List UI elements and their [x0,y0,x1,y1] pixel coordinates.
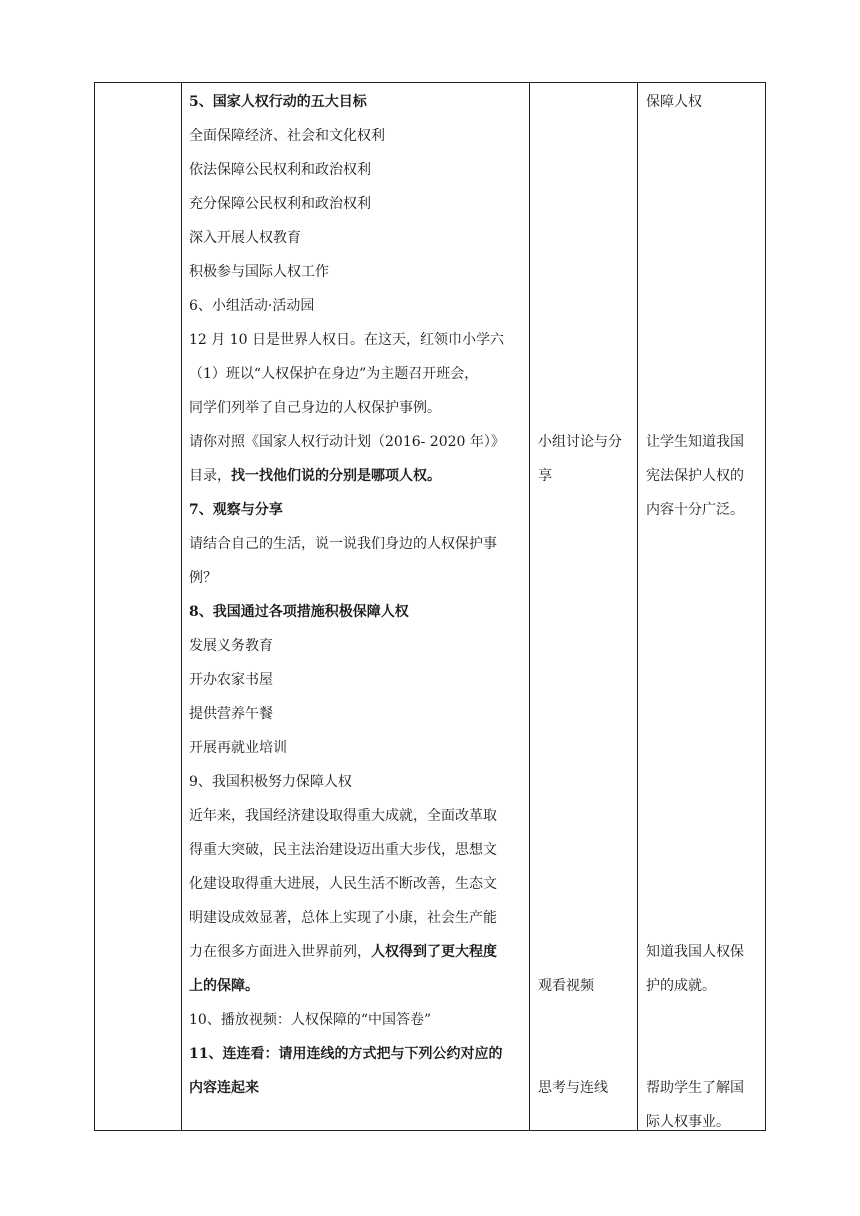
content-text: 充分保障公民权利和政治权利 [189,196,371,212]
content-text: 明建设成效显著，总体上实现了小康，社会生产能 [189,910,497,926]
content-text: 10、播放视频：人权保障的“中国答卷” [189,1012,432,1028]
content-line [189,391,529,425]
purpose-note-line: 知道我国人权保 [646,944,744,960]
content-line [189,493,529,527]
activity-note [538,969,594,1003]
content-line [189,969,529,1003]
content-text: 5、国家人权行动的五大目标 [189,94,367,110]
purpose-note [646,935,744,1003]
activity-note-line: 享 [538,468,552,484]
content-line [189,459,529,493]
content-line [189,425,529,459]
purpose-note [646,425,744,527]
content-line [189,697,529,731]
content-text: 发展义务教育 [189,638,273,654]
content-text: （1）班以“人权保护在身边”为主题召开班会， [189,366,479,382]
content-text: 全面保障经济、社会和文化权利 [189,128,385,144]
content-line [189,119,529,153]
content-text: 得重大突破，民主法治建设迈出重大步伐，思想文 [189,842,497,858]
content-line [189,935,529,969]
content-text: 上的保障。 [189,978,259,994]
purpose-note [646,1071,744,1139]
content-line [189,357,529,391]
purpose-note-line: 让学生知道我国 [646,434,744,450]
purpose-note-line: 宪法保护人权的 [646,468,744,484]
content-line [189,289,529,323]
content-text: 依法保障公民权利和政治权利 [189,162,371,178]
content-line [189,1037,529,1071]
content-line [189,85,529,119]
content-text: 请你对照《国家人权行动计划（2016- 2020 年）》 [189,434,505,450]
content-line [189,833,529,867]
content-line [189,799,529,833]
content-line [189,561,529,595]
column-divider [529,83,530,1130]
content-line [189,1071,529,1105]
content-line [189,629,529,663]
teaching-content-column [189,85,529,1105]
lesson-table [94,82,766,1131]
content-text: 化建设取得重大进展，人民生活不断改善，生态文 [189,876,497,892]
content-text: 9、我国积极努力保障人权 [189,774,352,790]
content-text: 8、我国通过各项措施积极保障人权 [189,604,409,620]
content-text: 请结合自己的生活，说一说我们身边的人权保护事 [189,536,497,552]
column-divider [637,83,638,1130]
content-text: 开展再就业培训 [189,740,287,756]
content-line [189,867,529,901]
content-line [189,595,529,629]
content-line [189,153,529,187]
content-line [189,527,529,561]
content-text: 目录， [189,468,231,484]
content-line [189,765,529,799]
activity-note [538,425,622,493]
activity-note-line: 观看视频 [538,978,594,994]
content-text: 7、观察与分享 [189,502,283,518]
purpose-note-line: 保障人权 [646,94,702,110]
content-text: 人权得到了更大程度 [371,944,497,960]
content-text: 开办农家书屋 [189,672,273,688]
column-divider [181,83,182,1130]
purpose-note-line: 内容十分广泛。 [646,502,744,518]
content-text: 11、连连看：请用连线的方式把与下列公约对应的 [189,1046,503,1062]
activity-note [538,1071,608,1105]
content-line [189,323,529,357]
content-line [189,221,529,255]
content-line [189,901,529,935]
content-line [189,187,529,221]
content-text: 找一找他们说的分别是哪项人权。 [231,468,441,484]
content-text: 内容连起来 [189,1080,259,1096]
purpose-note-line: 护的成就。 [646,978,716,994]
purpose-note [646,85,702,119]
content-text: 同学们列举了自己身边的人权保护事例。 [189,400,441,416]
purpose-note-line: 帮助学生了解国 [646,1080,744,1096]
purpose-note-line: 际人权事业。 [646,1114,730,1130]
content-text: 6、小组活动·活动园 [189,298,315,314]
content-line [189,731,529,765]
activity-note-line: 小组讨论与分 [538,434,622,450]
content-text: 深入开展人权教育 [189,230,301,246]
content-text: 近年来，我国经济建设取得重大成就，全面改革取 [189,808,497,824]
content-text: 12 月 10 日是世界人权日。在这天，红领巾小学六 [189,332,504,348]
content-text: 提供营养午餐 [189,706,273,722]
content-line [189,255,529,289]
content-text: 力在很多方面进入世界前列， [189,944,371,960]
content-line [189,1003,529,1037]
content-text: 例？ [189,570,217,586]
content-line [189,663,529,697]
activity-note-line: 思考与连线 [538,1080,608,1096]
content-text: 积极参与国际人权工作 [189,264,329,280]
